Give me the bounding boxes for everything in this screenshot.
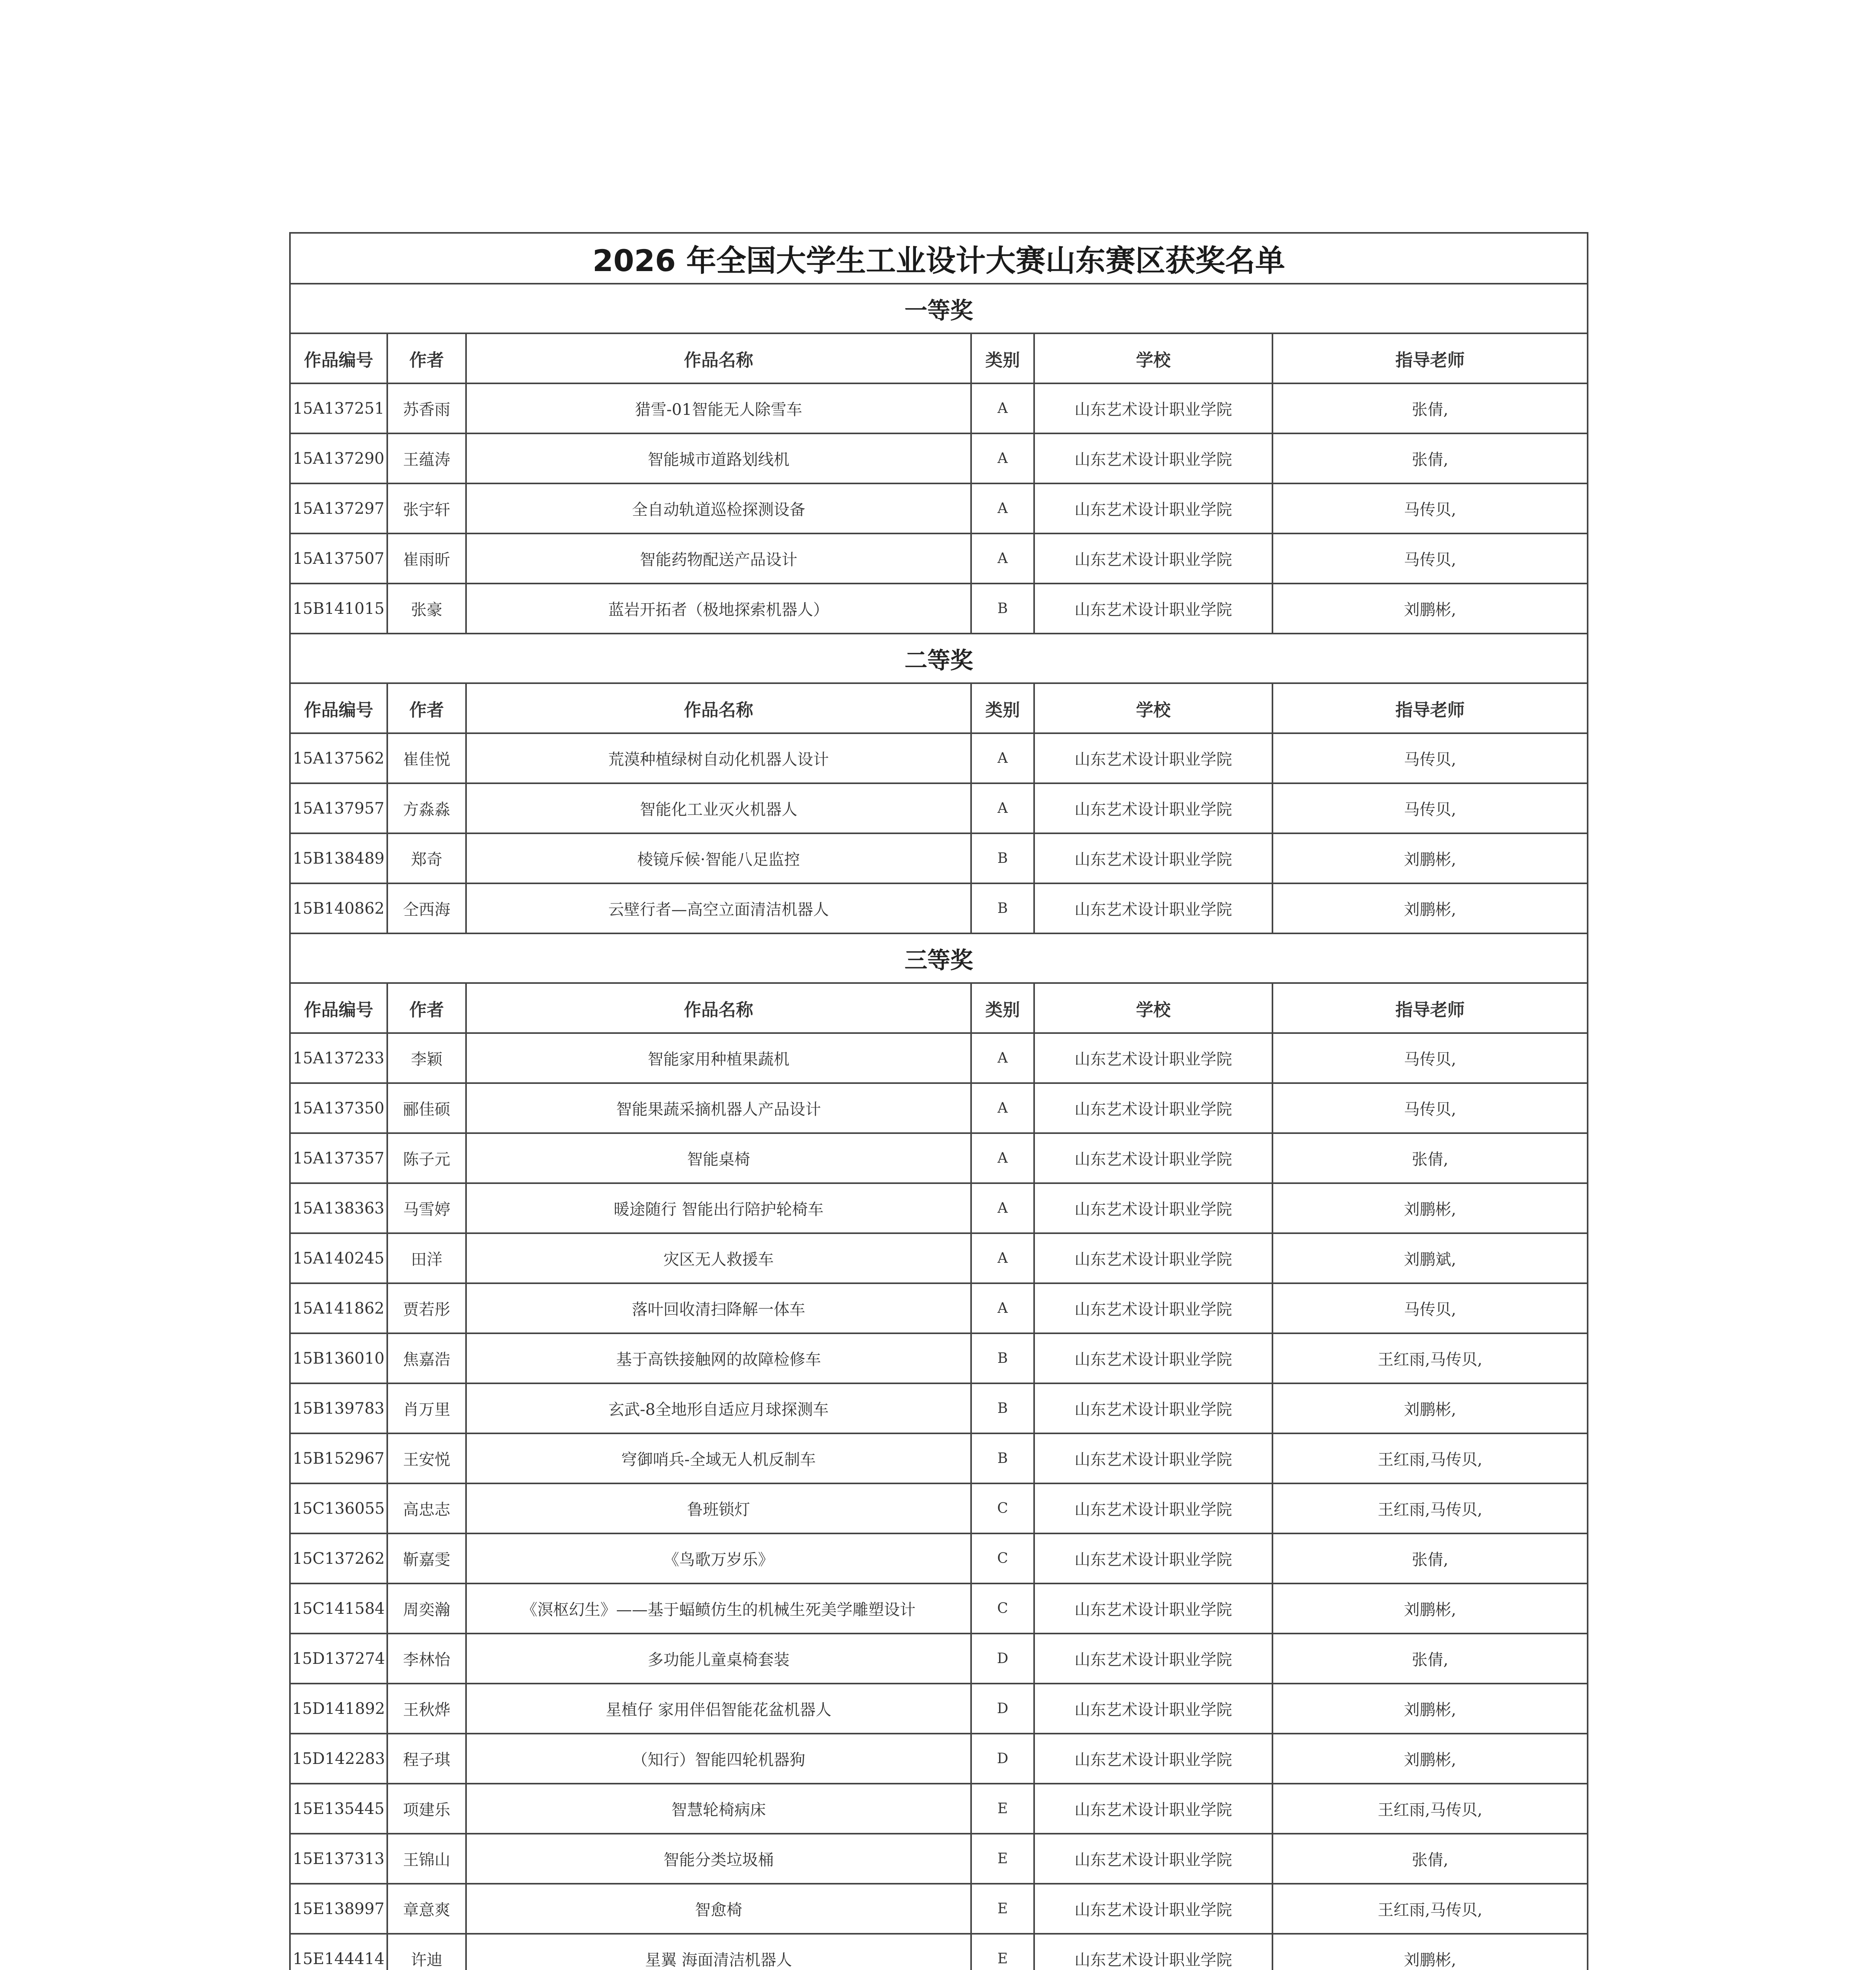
column-header-id: 作品编号 xyxy=(290,333,387,383)
cell-author: 马雪婷 xyxy=(387,1183,466,1233)
cell-id: 15B140862 xyxy=(290,883,387,933)
cell-work: 《鸟歌万岁乐》 xyxy=(466,1533,971,1583)
cell-category: A xyxy=(971,433,1034,483)
table-row xyxy=(290,1583,1588,1634)
cell-author: 章意爽 xyxy=(387,1884,466,1934)
cell-id: 15D137274 xyxy=(290,1634,387,1684)
cell-advisor: 张倩, xyxy=(1272,433,1588,483)
cell-author: 肖万里 xyxy=(387,1383,466,1433)
cell-author: 王秋烨 xyxy=(387,1684,466,1734)
cell-advisor: 王红雨,马传贝, xyxy=(1272,1884,1588,1934)
cell-work: 落叶回收清扫降解一体车 xyxy=(466,1283,971,1333)
cell-id: 15A137350 xyxy=(290,1083,387,1133)
cell-advisor: 张倩, xyxy=(1272,1834,1588,1884)
cell-category: B xyxy=(971,883,1034,933)
cell-id: 15A137507 xyxy=(290,533,387,584)
cell-category: B xyxy=(971,833,1034,883)
cell-category: A xyxy=(971,733,1034,783)
cell-category: D xyxy=(971,1634,1034,1684)
cell-school: 山东艺术设计职业学院 xyxy=(1034,733,1272,783)
table-row xyxy=(290,1884,1588,1934)
cell-advisor: 马传贝, xyxy=(1272,1033,1588,1083)
cell-work: 智慧轮椅病床 xyxy=(466,1784,971,1834)
cell-school: 山东艺术设计职业学院 xyxy=(1034,1433,1272,1483)
column-header-advisor: 指导老师 xyxy=(1272,333,1588,383)
cell-id: 15A137562 xyxy=(290,733,387,783)
cell-school: 山东艺术设计职业学院 xyxy=(1034,833,1272,883)
cell-id: 15E137313 xyxy=(290,1834,387,1884)
table-row xyxy=(290,1784,1588,1834)
cell-school: 山东艺术设计职业学院 xyxy=(1034,533,1272,584)
cell-school: 山东艺术设计职业学院 xyxy=(1034,383,1272,433)
column-header-author: 作者 xyxy=(387,983,466,1033)
cell-author: 项建乐 xyxy=(387,1784,466,1834)
cell-id: 15A137297 xyxy=(290,483,387,533)
cell-school: 山东艺术设计职业学院 xyxy=(1034,1133,1272,1183)
table-row xyxy=(290,1283,1588,1333)
cell-id: 15B138489 xyxy=(290,833,387,883)
cell-advisor: 刘鹏彬, xyxy=(1272,1583,1588,1634)
section-heading: 三等奖 xyxy=(290,933,1588,983)
cell-school: 山东艺术设计职业学院 xyxy=(1034,433,1272,483)
table-row xyxy=(290,1333,1588,1383)
table-row xyxy=(290,433,1588,483)
section-row xyxy=(290,634,1588,683)
cell-advisor: 马传贝, xyxy=(1272,483,1588,533)
cell-work: 智能家用种植果蔬机 xyxy=(466,1033,971,1083)
cell-work: 智愈椅 xyxy=(466,1884,971,1934)
cell-category: E xyxy=(971,1934,1034,1970)
cell-work: 猎雪-01智能无人除雪车 xyxy=(466,383,971,433)
table-row xyxy=(290,1483,1588,1533)
award-list-table xyxy=(289,232,1588,1970)
cell-school: 山东艺术设计职业学院 xyxy=(1034,1033,1272,1083)
cell-work: 玄武-8全地形自适应月球探测车 xyxy=(466,1383,971,1433)
table-row xyxy=(290,1083,1588,1133)
cell-id: 15A137290 xyxy=(290,433,387,483)
column-header-work: 作品名称 xyxy=(466,683,971,733)
cell-id: 15B139783 xyxy=(290,1383,387,1433)
cell-school: 山东艺术设计职业学院 xyxy=(1034,1834,1272,1884)
column-header-school: 学校 xyxy=(1034,333,1272,383)
cell-advisor: 王红雨,马传贝, xyxy=(1272,1784,1588,1834)
cell-id: 15B141015 xyxy=(290,584,387,634)
cell-category: A xyxy=(971,1183,1034,1233)
column-header-advisor: 指导老师 xyxy=(1272,983,1588,1033)
cell-work: 暖途随行 智能出行陪护轮椅车 xyxy=(466,1183,971,1233)
column-header-category: 类别 xyxy=(971,333,1034,383)
cell-work: 基于高铁接触网的故障检修车 xyxy=(466,1333,971,1383)
cell-author: 张宇轩 xyxy=(387,483,466,533)
cell-author: 郦佳硕 xyxy=(387,1083,466,1133)
cell-category: C xyxy=(971,1533,1034,1583)
cell-category: E xyxy=(971,1834,1034,1884)
cell-id: 15E144414 xyxy=(290,1934,387,1970)
cell-id: 15A140245 xyxy=(290,1233,387,1283)
cell-id: 15E135445 xyxy=(290,1784,387,1834)
column-header-id: 作品编号 xyxy=(290,683,387,733)
cell-work: 星植仔 家用伴侣智能花盆机器人 xyxy=(466,1684,971,1734)
award-list-body xyxy=(290,233,1588,1970)
cell-author: 周奕瀚 xyxy=(387,1583,466,1634)
cell-id: 15D142283 xyxy=(290,1734,387,1784)
cell-author: 李颖 xyxy=(387,1033,466,1083)
table-row xyxy=(290,783,1588,833)
cell-work: 穹御哨兵-全域无人机反制车 xyxy=(466,1433,971,1483)
table-row xyxy=(290,383,1588,433)
cell-work: 智能桌椅 xyxy=(466,1133,971,1183)
cell-work: 云壁行者—高空立面清洁机器人 xyxy=(466,883,971,933)
cell-advisor: 王红雨,马传贝, xyxy=(1272,1433,1588,1483)
cell-advisor: 刘鹏彬, xyxy=(1272,1383,1588,1433)
cell-advisor: 刘鹏彬, xyxy=(1272,1734,1588,1784)
cell-category: A xyxy=(971,483,1034,533)
table-row xyxy=(290,1934,1588,1970)
column-header-category: 类别 xyxy=(971,683,1034,733)
cell-school: 山东艺术设计职业学院 xyxy=(1034,1634,1272,1684)
cell-author: 李林怡 xyxy=(387,1634,466,1684)
cell-school: 山东艺术设计职业学院 xyxy=(1034,1784,1272,1834)
cell-school: 山东艺术设计职业学院 xyxy=(1034,483,1272,533)
document-title: 2026 年全国大学生工业设计大赛山东赛区获奖名单 xyxy=(290,233,1588,284)
table-row xyxy=(290,1133,1588,1183)
cell-advisor: 刘鹏彬, xyxy=(1272,1934,1588,1970)
section-row xyxy=(290,933,1588,983)
cell-category: A xyxy=(971,1033,1034,1083)
cell-work: 智能药物配送产品设计 xyxy=(466,533,971,584)
cell-id: 15A137233 xyxy=(290,1033,387,1083)
section-heading: 二等奖 xyxy=(290,634,1588,683)
column-header-id: 作品编号 xyxy=(290,983,387,1033)
cell-author: 贾若彤 xyxy=(387,1283,466,1333)
cell-category: A xyxy=(971,1133,1034,1183)
column-header-advisor: 指导老师 xyxy=(1272,683,1588,733)
cell-work: 荒漠种植绿树自动化机器人设计 xyxy=(466,733,971,783)
column-header-author: 作者 xyxy=(387,683,466,733)
table-row xyxy=(290,584,1588,634)
cell-work: 蓝岩开拓者（极地探索机器人） xyxy=(466,584,971,634)
cell-author: 苏香雨 xyxy=(387,383,466,433)
cell-author: 王蕴涛 xyxy=(387,433,466,483)
cell-advisor: 刘鹏彬, xyxy=(1272,1183,1588,1233)
section-row xyxy=(290,284,1588,333)
cell-school: 山东艺术设计职业学院 xyxy=(1034,1684,1272,1734)
column-header-school: 学校 xyxy=(1034,683,1272,733)
cell-category: B xyxy=(971,1333,1034,1383)
cell-school: 山东艺术设计职业学院 xyxy=(1034,1383,1272,1433)
cell-work: 星翼 海面清洁机器人 xyxy=(466,1934,971,1970)
cell-advisor: 张倩, xyxy=(1272,1634,1588,1684)
cell-school: 山东艺术设计职业学院 xyxy=(1034,1934,1272,1970)
cell-school: 山东艺术设计职业学院 xyxy=(1034,883,1272,933)
cell-school: 山东艺术设计职业学院 xyxy=(1034,783,1272,833)
cell-school: 山东艺术设计职业学院 xyxy=(1034,1884,1272,1934)
cell-author: 高忠志 xyxy=(387,1483,466,1533)
cell-author: 王锦山 xyxy=(387,1834,466,1884)
table-row xyxy=(290,1634,1588,1684)
cell-category: A xyxy=(971,783,1034,833)
cell-author: 崔雨昕 xyxy=(387,533,466,584)
column-header-work: 作品名称 xyxy=(466,333,971,383)
cell-work: 多功能儿童桌椅套装 xyxy=(466,1634,971,1684)
cell-category: A xyxy=(971,1083,1034,1133)
cell-id: 15C136055 xyxy=(290,1483,387,1533)
table-row xyxy=(290,1383,1588,1433)
table-row xyxy=(290,483,1588,533)
cell-advisor: 张倩, xyxy=(1272,1533,1588,1583)
cell-category: B xyxy=(971,1433,1034,1483)
cell-advisor: 刘鹏彬, xyxy=(1272,1684,1588,1734)
table-row xyxy=(290,1233,1588,1283)
table-row xyxy=(290,733,1588,783)
cell-advisor: 马传贝, xyxy=(1272,1283,1588,1333)
cell-id: 15A137357 xyxy=(290,1133,387,1183)
column-header-school: 学校 xyxy=(1034,983,1272,1033)
cell-work: 灾区无人救援车 xyxy=(466,1233,971,1283)
cell-advisor: 刘鹏斌, xyxy=(1272,1233,1588,1283)
table-row xyxy=(290,833,1588,883)
cell-id: 15D141892 xyxy=(290,1684,387,1734)
cell-category: B xyxy=(971,584,1034,634)
table-row xyxy=(290,1433,1588,1483)
section-heading: 一等奖 xyxy=(290,284,1588,333)
cell-school: 山东艺术设计职业学院 xyxy=(1034,1333,1272,1383)
cell-author: 方淼淼 xyxy=(387,783,466,833)
cell-advisor: 马传贝, xyxy=(1272,783,1588,833)
cell-work: 智能分类垃圾桶 xyxy=(466,1834,971,1884)
cell-advisor: 刘鹏彬, xyxy=(1272,833,1588,883)
cell-school: 山东艺术设计职业学院 xyxy=(1034,1233,1272,1283)
column-header-work: 作品名称 xyxy=(466,983,971,1033)
cell-work: 鲁班锁灯 xyxy=(466,1483,971,1533)
cell-school: 山东艺术设计职业学院 xyxy=(1034,1483,1272,1533)
cell-school: 山东艺术设计职业学院 xyxy=(1034,1583,1272,1634)
cell-author: 许迪 xyxy=(387,1934,466,1970)
table-row xyxy=(290,1684,1588,1734)
cell-author: 田洋 xyxy=(387,1233,466,1283)
cell-work: 《溟枢幻生》——基于蝠鲼仿生的机械生死美学雕塑设计 xyxy=(466,1583,971,1634)
cell-category: E xyxy=(971,1784,1034,1834)
cell-id: 15B152967 xyxy=(290,1433,387,1483)
cell-work: 智能果蔬采摘机器人产品设计 xyxy=(466,1083,971,1133)
table-row xyxy=(290,533,1588,584)
cell-category: A xyxy=(971,1233,1034,1283)
cell-advisor: 马传贝, xyxy=(1272,1083,1588,1133)
cell-school: 山东艺术设计职业学院 xyxy=(1034,1183,1272,1233)
title-row xyxy=(290,233,1588,284)
cell-work: 全自动轨道巡检探测设备 xyxy=(466,483,971,533)
table-row xyxy=(290,1834,1588,1884)
cell-id: 15B136010 xyxy=(290,1333,387,1383)
cell-work: 棱镜斥候·智能八足监控 xyxy=(466,833,971,883)
cell-work: 智能化工业灭火机器人 xyxy=(466,783,971,833)
cell-advisor: 王红雨,马传贝, xyxy=(1272,1483,1588,1533)
cell-school: 山东艺术设计职业学院 xyxy=(1034,1083,1272,1133)
cell-category: D xyxy=(971,1734,1034,1784)
cell-advisor: 刘鹏彬, xyxy=(1272,883,1588,933)
table-row xyxy=(290,1533,1588,1583)
cell-school: 山东艺术设计职业学院 xyxy=(1034,1533,1272,1583)
cell-id: 15A137957 xyxy=(290,783,387,833)
cell-category: A xyxy=(971,383,1034,433)
cell-category: A xyxy=(971,533,1034,584)
cell-author: 仝西海 xyxy=(387,883,466,933)
cell-author: 王安悦 xyxy=(387,1433,466,1483)
cell-author: 崔佳悦 xyxy=(387,733,466,783)
cell-id: 15A137251 xyxy=(290,383,387,433)
column-header-author: 作者 xyxy=(387,333,466,383)
cell-advisor: 张倩, xyxy=(1272,383,1588,433)
cell-category: A xyxy=(971,1283,1034,1333)
table-row xyxy=(290,1734,1588,1784)
cell-work: （知行）智能四轮机器狗 xyxy=(466,1734,971,1784)
cell-category: D xyxy=(971,1684,1034,1734)
cell-school: 山东艺术设计职业学院 xyxy=(1034,584,1272,634)
cell-id: 15E138997 xyxy=(290,1884,387,1934)
column-header-row xyxy=(290,333,1588,383)
cell-category: C xyxy=(971,1583,1034,1634)
table-row xyxy=(290,1183,1588,1233)
cell-id: 15C137262 xyxy=(290,1533,387,1583)
cell-advisor: 马传贝, xyxy=(1272,533,1588,584)
column-header-row xyxy=(290,983,1588,1033)
cell-advisor: 马传贝, xyxy=(1272,733,1588,783)
cell-category: E xyxy=(971,1884,1034,1934)
cell-id: 15C141584 xyxy=(290,1583,387,1634)
table-row xyxy=(290,883,1588,933)
cell-advisor: 张倩, xyxy=(1272,1133,1588,1183)
table-row xyxy=(290,1033,1588,1083)
cell-author: 程子琪 xyxy=(387,1734,466,1784)
cell-advisor: 王红雨,马传贝, xyxy=(1272,1333,1588,1383)
cell-author: 张豪 xyxy=(387,584,466,634)
cell-school: 山东艺术设计职业学院 xyxy=(1034,1283,1272,1333)
cell-work: 智能城市道路划线机 xyxy=(466,433,971,483)
column-header-category: 类别 xyxy=(971,983,1034,1033)
cell-school: 山东艺术设计职业学院 xyxy=(1034,1734,1272,1784)
cell-advisor: 刘鹏彬, xyxy=(1272,584,1588,634)
cell-author: 靳嘉雯 xyxy=(387,1533,466,1583)
cell-category: B xyxy=(971,1383,1034,1433)
cell-category: C xyxy=(971,1483,1034,1533)
column-header-row xyxy=(290,683,1588,733)
cell-author: 郑奇 xyxy=(387,833,466,883)
cell-id: 15A138363 xyxy=(290,1183,387,1233)
cell-id: 15A141862 xyxy=(290,1283,387,1333)
cell-author: 焦嘉浩 xyxy=(387,1333,466,1383)
cell-author: 陈子元 xyxy=(387,1133,466,1183)
